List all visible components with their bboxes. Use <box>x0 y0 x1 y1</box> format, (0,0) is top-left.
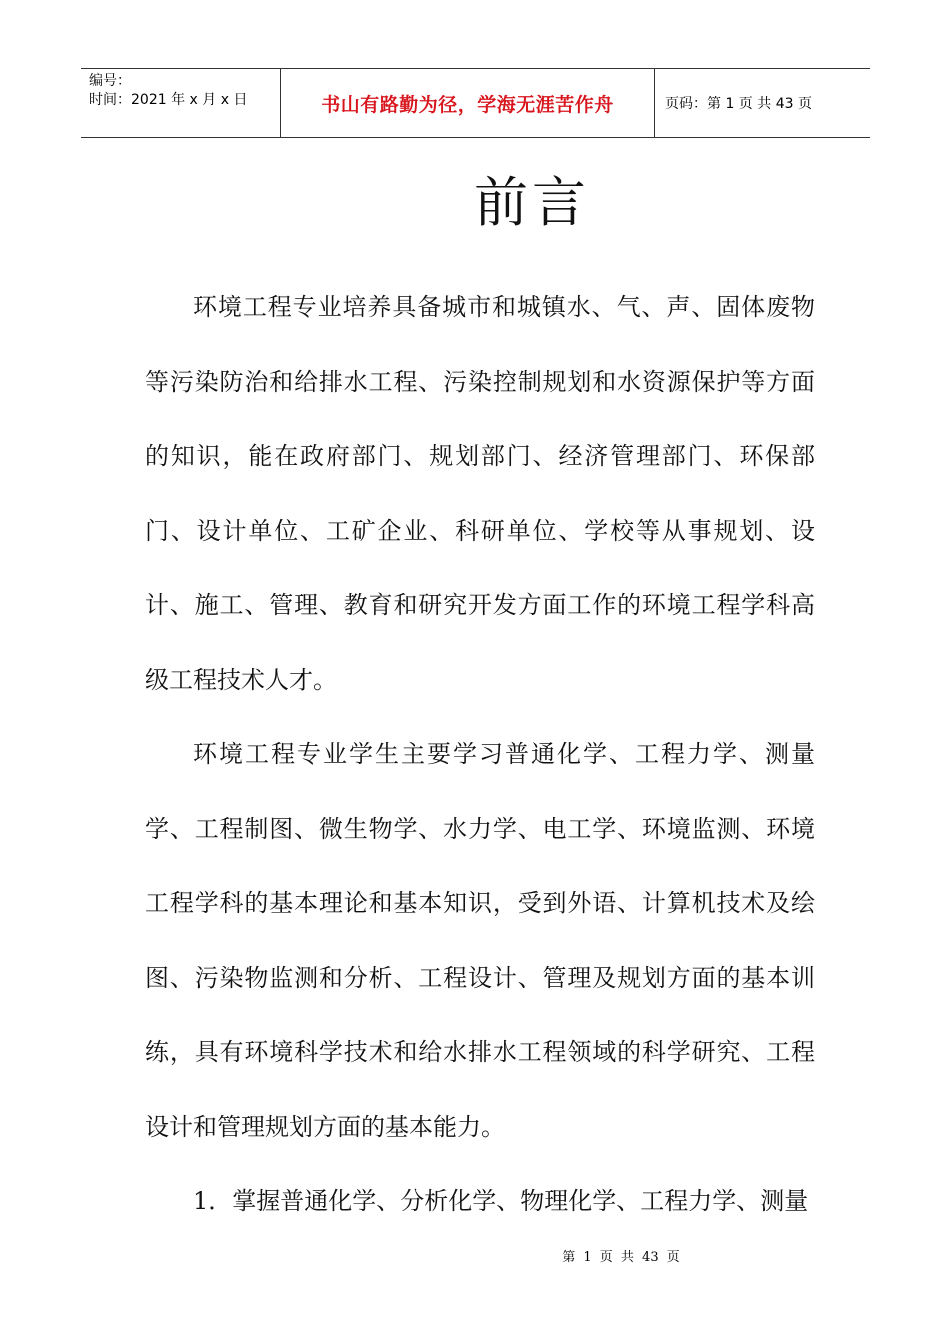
document-title: 前言 <box>474 171 590 234</box>
document-body <box>145 270 815 1239</box>
paragraph: 环境工程专业培养具备城市和城镇水、气、声、固体废物等污染防治和给排水工程、污染控制规划和水资源保护等方面的知识，能在政府部门、规划部门、经济管理部门、环保部门、设计单位、工矿企业、科研单位、学校等从事规划、设计、施工、管理、教育和研究开发方面工作的环境工程学科高级工程技术人才。 <box>145 293 815 694</box>
header-motto: 书山有路勤为径，学海无涯苦作舟 <box>281 69 655 137</box>
serial-number-label: 编号： <box>89 73 131 89</box>
header-meta <box>81 69 281 137</box>
document-header <box>81 68 870 138</box>
header-page-info: 页码：第 1 页 共 43 页 <box>665 96 812 112</box>
paragraph: 1．掌握普通化学、分析化学、物理化学、工程力学、测量 <box>193 1187 809 1215</box>
paragraph: 环境工程专业学生主要学习普通化学、工程力学、测量学、工程制图、微生物学、水力学、电工学、环境监测、环境工程学科的基本理论和基本知识，受到外语、计算机技术及绘图、污染物监测和分析、工程设计、管理及规划方面的基本训练，具有环境科学技术和给水排水工程领域的科学研究、工程设计和管理规划方面的基本能力。 <box>145 740 815 1141</box>
date-label: 时间：2021 年 x 月 x 日 <box>89 92 248 108</box>
page-footer: 第 1 页 共 43 页 <box>562 1250 680 1265</box>
